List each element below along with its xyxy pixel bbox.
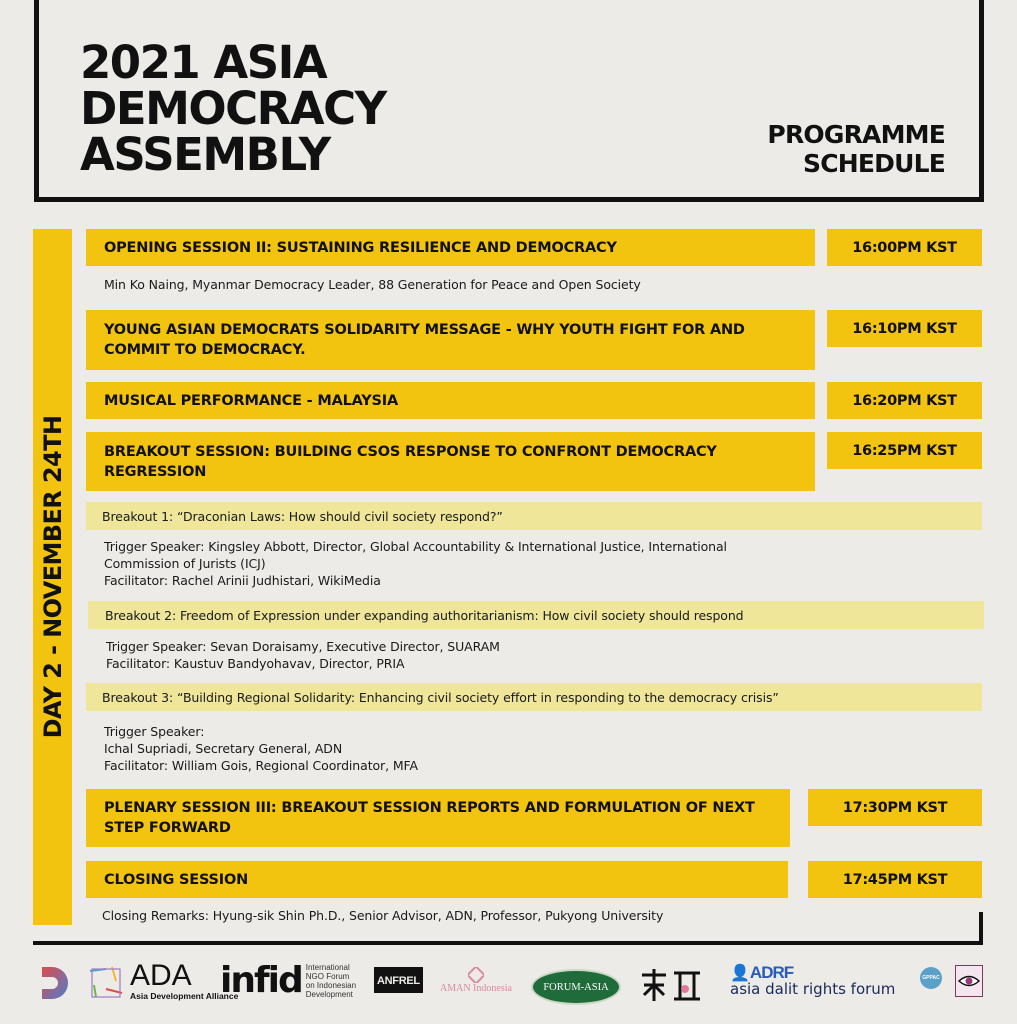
infid-sub-line: International (305, 963, 350, 972)
aman-logo-text: AMAN Indonesia (440, 983, 512, 994)
session-title: OPENING SESSION II: SUSTAINING RESILIENCE AND DEMOCRACY (86, 229, 815, 266)
session-title: PLENARY SESSION III: BREAKOUT SESSION REPORTS AND FORMULATION OF NEXT STEP FORWARD (86, 789, 790, 847)
breakout-line: Facilitator: Kaustuv Bandyohavav, Director, PRIA (106, 656, 405, 671)
breakout-line: Ichal Supriadi, Secretary General, ADN (104, 741, 343, 756)
breakout-line: Trigger Speaker: Kingsley Abbott, Director, Global Accountability & International Justice, International (104, 539, 727, 554)
title-line: ASSEMBLY (80, 128, 330, 181)
infid-logo (220, 960, 357, 1001)
adrf-logo-text: ADRF (749, 963, 794, 982)
footer-divider (33, 941, 983, 945)
session-title: YOUNG ASIAN DEMOCRATS SOLIDARITY MESSAGE - WHY YOUTH FIGHT FOR AND COMMIT TO DEMOCRACY. (86, 310, 815, 370)
breakout-details (106, 638, 500, 672)
gppac-logo (920, 967, 942, 989)
day-label: DAY 2 - NOVEMBER 24TH (38, 415, 67, 739)
breakout-title: Breakout 2: Freedom of Expression under expanding authoritarianism: How civil society should respond (88, 601, 984, 629)
infid-logo-subtext (306, 963, 356, 999)
session-title: CLOSING SESSION (86, 861, 788, 898)
aman-logo (440, 967, 512, 994)
day-sidebar (33, 229, 72, 925)
anfrel-logo-text: ANFREL (374, 967, 423, 993)
aman-mark-icon (468, 967, 484, 983)
adn-logo (38, 965, 68, 1001)
forum-asia-logo (531, 969, 621, 1005)
breakout-line: Trigger Speaker: (104, 724, 205, 739)
breakout-title: Breakout 3: “Building Regional Solidarity: Enhancing civil society effort in responding to the democracy crisis” (86, 683, 982, 711)
anfrel-logo (374, 967, 423, 993)
breakout-details (104, 538, 727, 589)
session-time: 17:30PM KST (808, 789, 982, 826)
title-line: 2021 ASIA (80, 36, 327, 89)
breakout-details (104, 723, 418, 774)
ada-logo-text: ADA (130, 959, 192, 992)
breakout-line: Facilitator: Rachel Arinii Judhistari, WikiMedia (104, 573, 381, 588)
footer-divider-tick (979, 912, 983, 945)
page-subtitle (767, 120, 945, 178)
infid-sub-line: Development (305, 990, 353, 999)
eye-icon (958, 974, 980, 988)
infid-sub-line: on Indonesian (305, 981, 357, 990)
breakout-title: Breakout 1: “Draconian Laws: How should civil society respond?” (86, 502, 982, 530)
session-time: 16:25PM KST (827, 432, 982, 469)
session-time: 16:00PM KST (827, 229, 982, 266)
ada-logo-subtext: Asia Development Alliance (130, 991, 239, 1001)
breakout-line: Commission of Jurists (ICJ) (104, 556, 266, 571)
breakout-line: Facilitator: William Gois, Regional Coordinator, MFA (104, 758, 418, 773)
session-detail: Closing Remarks: Hyung-sik Shin Ph.D., Senior Advisor, ADN, Professor, Pukyong University (102, 908, 664, 923)
partner-logos (0, 955, 1017, 1017)
page-title (80, 36, 386, 181)
infid-logo-text: infid (220, 960, 302, 1001)
gppac-logo-text: GPPAC (922, 975, 940, 981)
session-title: MUSICAL PERFORMANCE - MALAYSIA (86, 382, 815, 419)
breakout-line: Trigger Speaker: Sevan Doraisamy, Executive Director, SUARAM (106, 639, 500, 654)
migrant-forum-asia-logo (955, 965, 983, 997)
session-time: 17:45PM KST (808, 861, 982, 898)
ada-hands-icon (86, 963, 126, 1003)
subtitle-line: SCHEDULE (802, 149, 945, 178)
session-title: BREAKOUT SESSION: BUILDING CSOS RESPONSE TO CONFRONT DEMOCRACY REGRESSION (86, 432, 815, 491)
adrf-people-icon: 👤 (730, 965, 750, 982)
east-asia-democracy-forum-logo (638, 967, 704, 1003)
session-detail: Min Ko Naing, Myanmar Democracy Leader, 88 Generation for Peace and Open Society (104, 277, 641, 292)
infid-sub-line: NGO Forum (305, 972, 350, 981)
adrf-logo (730, 963, 895, 997)
forum-asia-logo-text: FORUM-ASIA (543, 981, 609, 993)
subtitle-line: PROGRAMME (767, 120, 945, 149)
session-time: 16:10PM KST (827, 310, 982, 347)
title-line: DEMOCRACY (80, 82, 386, 135)
adrf-logo-subtext: asia dalit rights forum (730, 980, 896, 998)
session-time: 16:20PM KST (827, 382, 982, 419)
